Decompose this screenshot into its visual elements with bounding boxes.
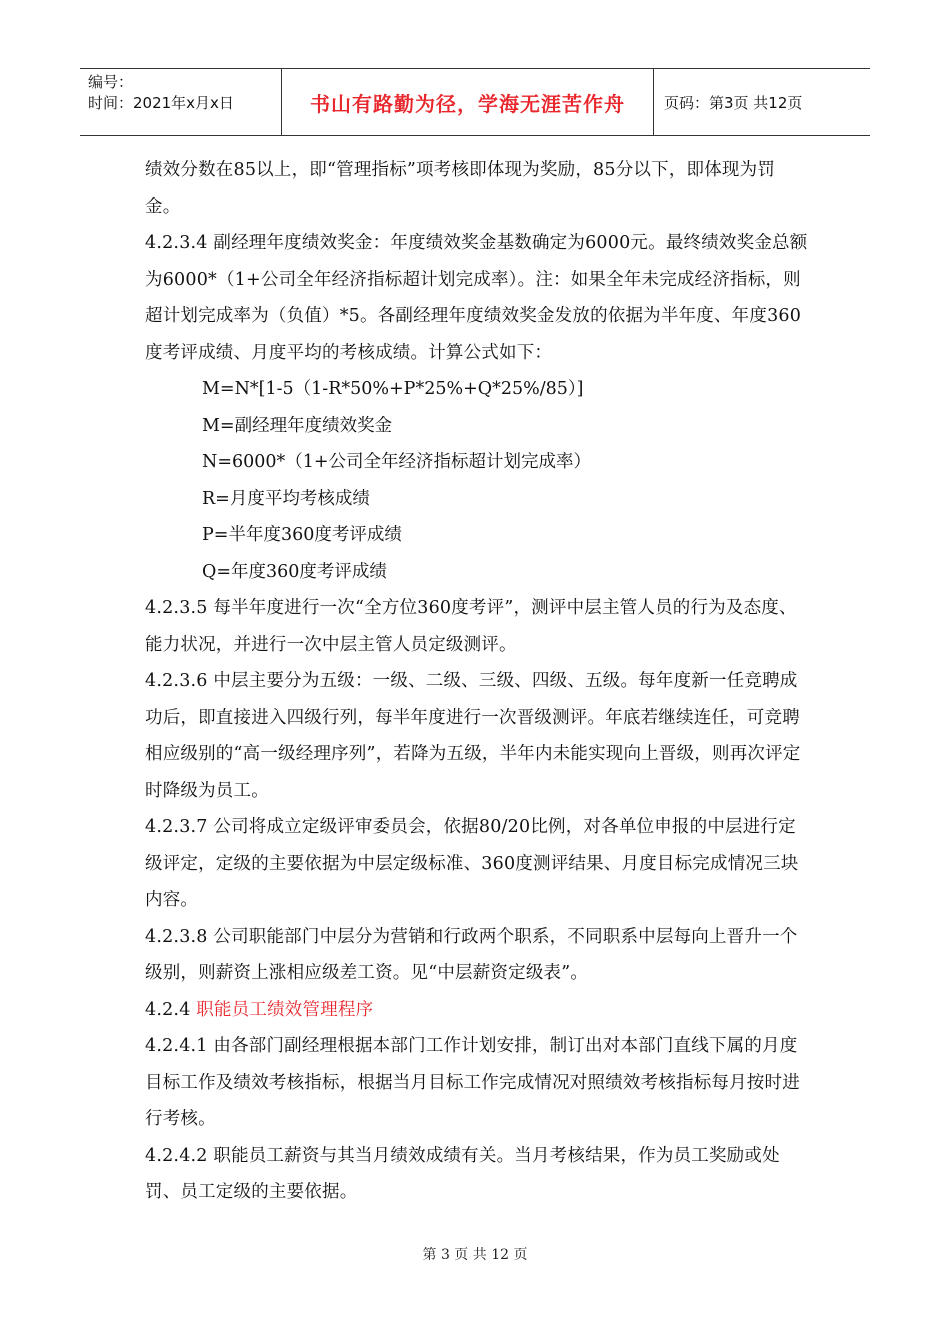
header-motto: 书山有路勤为径，学海无涯苦作舟 bbox=[282, 69, 654, 135]
document-body bbox=[145, 152, 810, 1211]
paragraph: 4.2.3.4 副经理年度绩效奖金：年度绩效奖金基数确定为6000元。最终绩效奖金总额为6000*（1+公司全年经济指标超计划完成率）。注：如果全年未完成经济指标，则超计划完成率为（负值）*5。各副经理年度绩效奖金发放的依据为半年度、年度360度考评成绩、月度平均的考核成绩。计算公式如下： bbox=[145, 233, 808, 363]
paragraph: 4.2.4.1 由各部门副经理根据本部门工作计划安排，制订出对本部门直线下属的月度目标工作及绩效考核指标，根据当月目标工作完成情况对照绩效考核指标每月按时进行考核。 bbox=[145, 1036, 800, 1129]
number-label: 编号： bbox=[88, 73, 134, 91]
paragraph: 4.2.3.7 公司将成立定级评审委员会，依据80/20比例，对各单位申报的中层进行定级评定，定级的主要依据为中层定级标准、360度测评结果、月度目标完成情况三块内容。 bbox=[145, 817, 799, 910]
paragraph: 4.2.3.6 中层主要分为五级：一级、二级、三级、四级、五级。每年度新一任竞聘成功后，即直接进入四级行列，每半年度进行一次晋级测评。年底若继续连任，可竞聘相应级别的“高一级经理序列”，若降为五级，半年内未能实现向上晋级，则再次评定时降级为员工。 bbox=[145, 671, 801, 801]
header-meta bbox=[80, 69, 282, 135]
paragraph: 4.2.3.8 公司职能部门中层分为营销和行政两个职系，不同职系中层每向上晋升一个级别，则薪资上涨相应级差工资。见“中层薪资定级表”。 bbox=[145, 926, 798, 983]
section-title: 职能员工绩效管理程序 bbox=[196, 999, 374, 1020]
formula-line: M=副经理年度绩效奖金 bbox=[202, 415, 393, 436]
formula-line: P=半年度360度考评成绩 bbox=[202, 525, 402, 545]
page-footer: 第 3 页 共 12 页 bbox=[422, 1247, 528, 1263]
paragraph: 4.2.3.5 每半年度进行一次“全方位360度考评”，测评中层主管人员的行为及态度、能力状况，并进行一次中层主管人员定级测评。 bbox=[145, 598, 797, 655]
formula-line: M=N*[1-5（1-R*50%+P*25%+Q*25%/85）] bbox=[202, 379, 584, 399]
page-header bbox=[80, 68, 870, 136]
paragraph: 4.2.4.2 职能员工薪资与其当月绩效成绩有关。当月考核结果，作为员工奖励或处罚、员工定级的主要依据。 bbox=[145, 1145, 780, 1202]
paragraph: 绩效分数在85以上，即“管理指标”项考核即体现为奖励，85分以下，即体现为罚金。 bbox=[145, 160, 776, 217]
section-heading bbox=[145, 992, 810, 1029]
section-number: 4.2.4 bbox=[145, 999, 197, 1020]
formula-line: N=6000*（1+公司全年经济指标超计划完成率） bbox=[202, 452, 592, 472]
formula-line: Q=年度360度考评成绩 bbox=[202, 561, 387, 582]
header-page-info: 页码：第3页 共12页 bbox=[664, 93, 803, 112]
formula-line: R=月度平均考核成绩 bbox=[202, 488, 370, 509]
time-label: 时间：2021年x月x日 bbox=[88, 94, 234, 112]
